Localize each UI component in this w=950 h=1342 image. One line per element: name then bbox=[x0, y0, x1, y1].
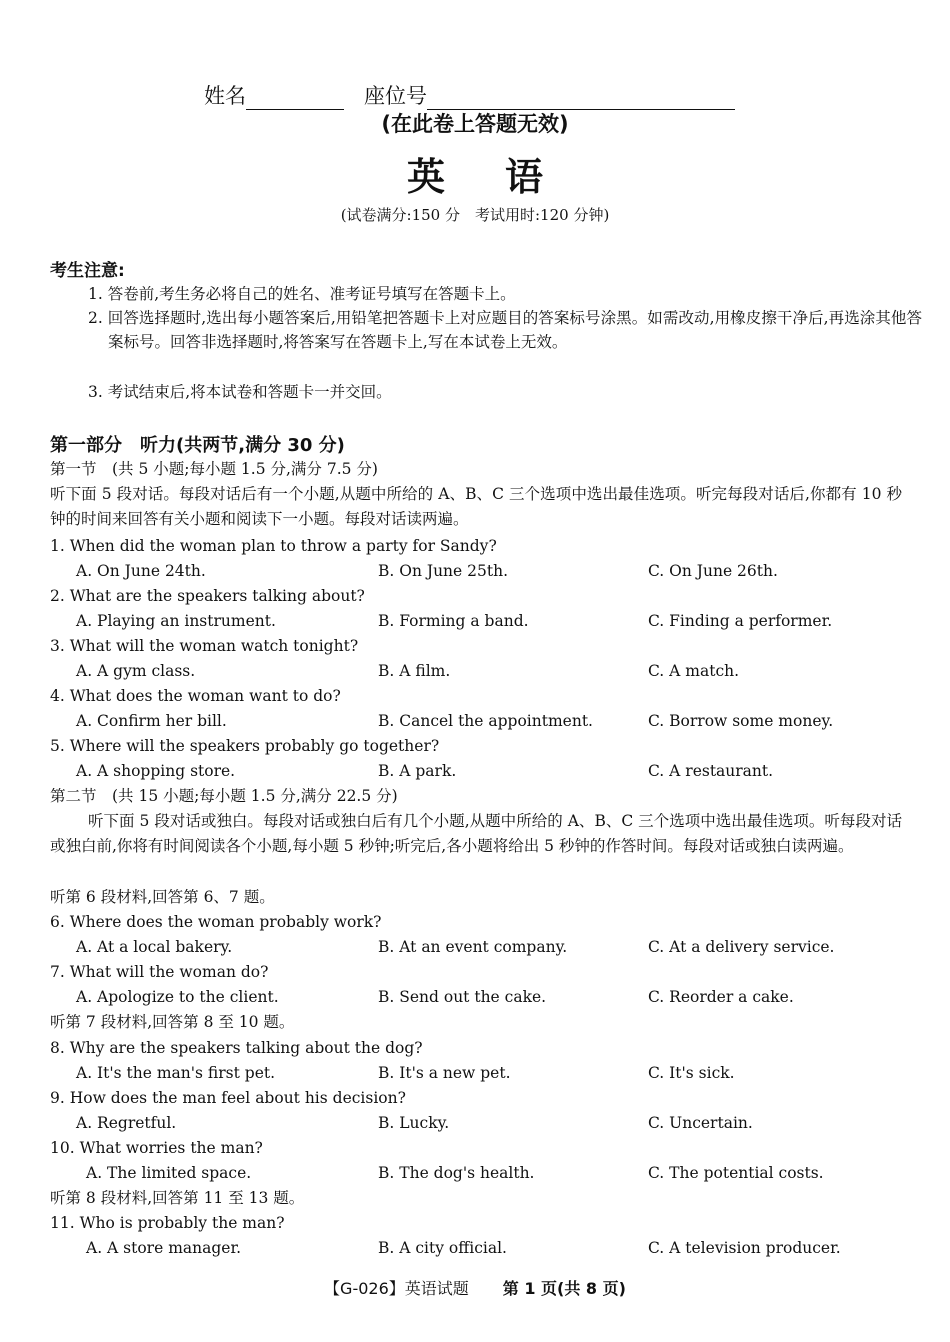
paper-code: 【G-026】英语试题 bbox=[324, 1279, 469, 1298]
instruction-item: 3. 考试结束后,将本试卷和答题卡一并交回。 bbox=[88, 383, 392, 401]
material-note: 听第 8 段材料,回答第 11 至 13 题。 bbox=[50, 1189, 305, 1207]
option-c: C. A restaurant. bbox=[648, 762, 774, 780]
option-c: C. On June 26th. bbox=[648, 562, 778, 580]
option-b: B. A park. bbox=[378, 762, 457, 780]
option-c: C. At a delivery service. bbox=[648, 938, 835, 956]
seat-label: 座位号 bbox=[364, 84, 427, 108]
question-stem: 1. When did the woman plan to throw a party for Sandy? bbox=[50, 537, 497, 555]
section-instructions: 听下面 5 段对话。每段对话后有一个小题,从题中所给的 A、B、C 三个选项中选出最佳选项。听完每段对话后,你都有 10 秒钟的时间来回答有关小题和阅读下一小题。每段对话读两遍。 bbox=[50, 485, 902, 528]
instructions-heading: 考生注意: bbox=[50, 261, 125, 281]
question-stem: 2. What are the speakers talking about? bbox=[50, 587, 365, 605]
instruction-item: 2. 回答选择题时,选出每小题答案后,用铅笔把答题卡上对应题目的答案标号涂黑。如需改动,用橡皮擦干净后,再选涂其他答案标号。回答非选择题时,将答案写在答题卡上,写在本试卷上无效。 bbox=[88, 309, 922, 351]
option-c: C. It's sick. bbox=[648, 1064, 735, 1082]
name-blank bbox=[246, 89, 344, 110]
question-stem: 8. Why are the speakers talking about the dog? bbox=[50, 1039, 423, 1057]
material-note: 听第 6 段材料,回答第 6、7 题。 bbox=[50, 888, 275, 906]
candidate-info-line bbox=[204, 80, 755, 110]
section-heading: 第一节 (共 5 小题;每小题 1.5 分,满分 7.5 分) bbox=[50, 460, 378, 478]
option-c: C. The potential costs. bbox=[648, 1164, 824, 1182]
option-a: A. Confirm her bill. bbox=[76, 712, 227, 730]
question-stem: 6. Where does the woman probably work? bbox=[50, 913, 382, 931]
option-b: B. On June 25th. bbox=[378, 562, 509, 580]
option-a: A. It's the man's first pet. bbox=[76, 1064, 276, 1082]
part-heading: 第一部分 听力(共两节,满分 30 分) bbox=[50, 435, 345, 456]
question-stem: 5. Where will the speakers probably go together? bbox=[50, 737, 440, 755]
option-a: A. On June 24th. bbox=[76, 562, 206, 580]
option-b: B. Lucky. bbox=[378, 1114, 450, 1132]
option-a: A. A shopping store. bbox=[76, 762, 236, 780]
option-b: B. The dog's health. bbox=[378, 1164, 535, 1182]
seat-blank bbox=[427, 89, 735, 110]
question-stem: 7. What will the woman do? bbox=[50, 963, 269, 981]
name-label: 姓名 bbox=[204, 84, 246, 108]
exam-meta: (试卷满分:150 分 考试用时:120 分钟) bbox=[340, 206, 610, 224]
option-a: A. Apologize to the client. bbox=[76, 988, 279, 1006]
option-c: C. Borrow some money. bbox=[648, 712, 834, 730]
option-a: A. Regretful. bbox=[76, 1114, 177, 1132]
option-c: C. A match. bbox=[648, 662, 740, 680]
option-a: A. A gym class. bbox=[76, 662, 196, 680]
option-b: B. A film. bbox=[378, 662, 451, 680]
question-stem: 11. Who is probably the man? bbox=[50, 1214, 285, 1232]
page-footer bbox=[0, 1276, 950, 1299]
option-c: C. A television producer. bbox=[648, 1239, 841, 1257]
option-a: A. Playing an instrument. bbox=[76, 612, 276, 630]
question-stem: 4. What does the woman want to do? bbox=[50, 687, 341, 705]
page-number: 第 1 页(共 8 页) bbox=[502, 1279, 626, 1298]
option-b: B. A city official. bbox=[378, 1239, 507, 1257]
option-c: C. Uncertain. bbox=[648, 1114, 753, 1132]
material-note: 听第 7 段材料,回答第 8 至 10 题。 bbox=[50, 1013, 295, 1031]
option-b: B. Forming a band. bbox=[378, 612, 529, 630]
option-b: B. Cancel the appointment. bbox=[378, 712, 593, 730]
option-c: C. Finding a performer. bbox=[648, 612, 833, 630]
question-stem: 10. What worries the man? bbox=[50, 1139, 263, 1157]
instruction-item: 1. 答卷前,考生务必将自己的姓名、准考证号填写在答题卡上。 bbox=[88, 285, 516, 303]
option-a: A. A store manager. bbox=[86, 1239, 242, 1257]
option-b: B. At an event company. bbox=[378, 938, 568, 956]
option-a: A. At a local bakery. bbox=[76, 938, 233, 956]
option-c: C. Reorder a cake. bbox=[648, 988, 794, 1006]
section-instructions: 听下面 5 段对话或独白。每段对话或独白后有几个小题,从题中所给的 A、B、C 三个选项中选出最佳选项。听每段对话或独白前,你将有时间阅读各个小题,每小题 5 秒钟;听完后,各小题将给出 5 秒钟的作答时间。每段对话或独白读两遍。 bbox=[50, 812, 902, 855]
option-b: B. It's a new pet. bbox=[378, 1064, 511, 1082]
option-a: A. The limited space. bbox=[86, 1164, 252, 1182]
question-stem: 3. What will the woman watch tonight? bbox=[50, 637, 359, 655]
section-heading: 第二节 (共 15 小题;每小题 1.5 分,满分 22.5 分) bbox=[50, 787, 398, 805]
option-b: B. Send out the cake. bbox=[378, 988, 547, 1006]
no-answer-notice: (在此卷上答题无效) bbox=[381, 112, 569, 136]
exam-title: 英语 bbox=[406, 154, 603, 199]
question-stem: 9. How does the man feel about his decision? bbox=[50, 1089, 406, 1107]
